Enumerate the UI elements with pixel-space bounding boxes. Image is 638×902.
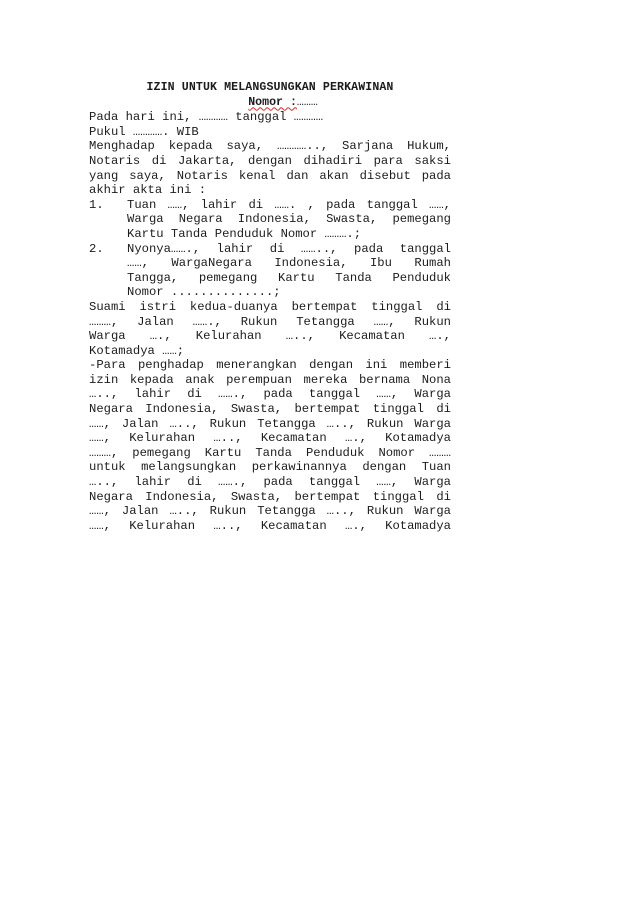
paragraph-line: ……, Kelurahan ….., Kecamatan …., Kotamadya	[89, 431, 451, 446]
list-item	[89, 198, 451, 242]
list-item-line: Tangga, pemegang Kartu Tanda Penduduk	[127, 270, 451, 285]
list-item-number: 2.	[89, 241, 104, 256]
intro-line: Pada hari ini, ………… tanggal …………	[89, 110, 324, 125]
paragraph-line: Menghadap kepada saya, ………….., Sarjana Hukum,	[89, 139, 451, 154]
paragraph-line: ……, Kelurahan ….., Kecamatan …., Kotamadya	[89, 518, 451, 533]
intro-line: Pukul …………. WIB	[89, 124, 199, 139]
paragraph-line: Warga …., Kelurahan ….., Kecamatan ….,	[89, 329, 451, 344]
paragraph-line: ….., lahir di ……., pada tanggal ……, Warga	[89, 387, 451, 402]
paragraph-line: yang saya, Notaris kenal dan akan disebut pada	[89, 168, 451, 183]
paragraph-line: Negara Indonesia, Swasta, bertempat tinggal di	[89, 402, 451, 417]
document-number	[89, 96, 451, 111]
list-item	[89, 242, 451, 300]
list-item-line: ……, WargaNegara Indonesia, Ibu Rumah	[127, 256, 451, 271]
list-item-body	[127, 198, 451, 242]
paragraph-line: ………, Jalan ……., Rukun Tetangga ……, Rukun	[89, 314, 451, 329]
paragraph-line: izin kepada anak perempuan mereka bernama Nona	[89, 372, 451, 387]
paragraph-line: ……, Jalan ….., Rukun Tetangga ….., Rukun Warga	[89, 416, 451, 431]
paragraph-line: ………, pemegang Kartu Tanda Penduduk Nomor ………	[89, 445, 451, 460]
list-item-line: Nomor ..............;	[127, 285, 281, 300]
list-item-body	[127, 242, 451, 300]
nomor-dots: ………	[296, 95, 318, 109]
list-item-line: Nyonya……., lahir di …….., pada tanggal	[127, 241, 451, 256]
paragraph-line: akhir akta ini :	[89, 183, 207, 198]
paragraph-permission	[89, 358, 451, 533]
paragraph-line: -Para penghadap menerangkan dengan ini memberi	[89, 358, 451, 373]
paragraph-line: ……, Jalan ….., Rukun Tetangga ….., Rukun Warga	[89, 504, 451, 519]
list-item-line: Warga Negara Indonesia, Swasta, pemegang	[127, 212, 451, 227]
paragraph-line: Negara Indonesia, Swasta, bertempat tinggal di	[89, 489, 451, 504]
list-item-number: 1.	[89, 197, 104, 212]
paragraph-line: Notaris di Jakarta, dengan dihadiri para saksi	[89, 153, 451, 168]
paragraph-appearance	[89, 139, 451, 197]
paragraph-residence	[89, 300, 451, 358]
paragraph-line: Suami istri kedua-duanya bertempat tinggal di	[89, 299, 451, 314]
paragraph-line: ….., lahir di ……., pada tanggal ……, Warga	[89, 475, 451, 490]
paragraph-line: Kotamadya ……;	[89, 343, 185, 358]
document-body	[89, 81, 451, 533]
list-item-line: Kartu Tanda Penduduk Nomor ……….;	[127, 226, 362, 241]
list-item-line: Tuan ……, lahir di ……. , pada tanggal ……,	[127, 197, 451, 212]
document-title: IZIN UNTUK MELANGSUNGKAN PERKAWINAN	[146, 81, 394, 94]
paragraph-line: untuk melangsungkan perkawinannya dengan Tuan	[89, 460, 451, 475]
nomor-label: Nomor :	[248, 95, 297, 109]
